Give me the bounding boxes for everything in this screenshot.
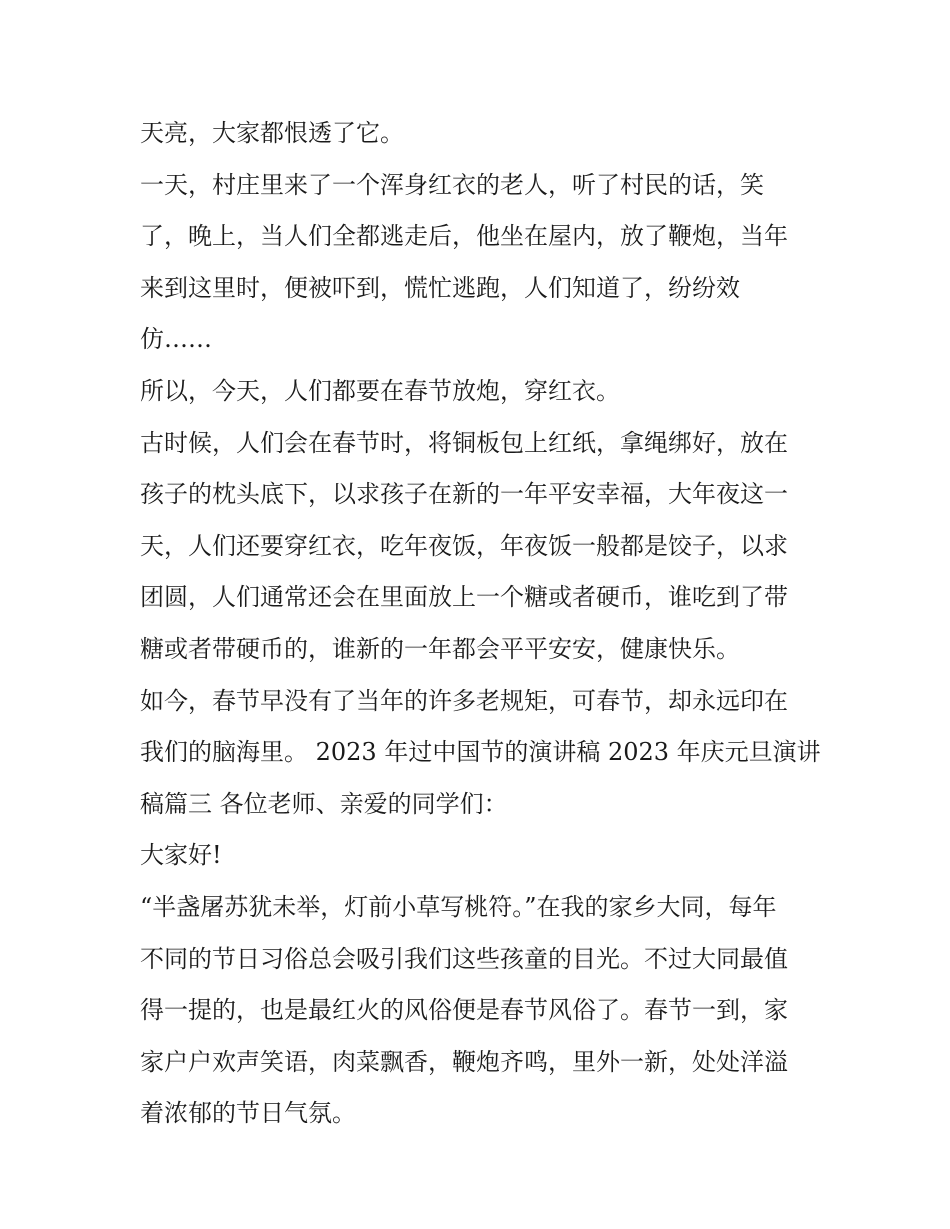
text-line: 了，晚上，当人们全都逃走后，他坐在屋内，放了鞭炮，当年 — [140, 222, 788, 251]
text-line: 着浓郁的节日气氛。 — [140, 1099, 356, 1128]
paragraph-1 — [140, 108, 812, 160]
paragraph-5 — [140, 676, 821, 831]
text-line: 大家好! — [140, 841, 222, 870]
paragraph-4 — [140, 418, 812, 676]
text-line: 来到这里时，便被吓到，慌忙逃跑，人们知道了，纷纷效 — [140, 273, 740, 302]
text-line: 所以，今天，人们都要在春节放炮，穿红衣。 — [140, 376, 620, 405]
paragraph-3 — [140, 366, 812, 418]
text-line: 糖或者带硬币的，谁新的一年都会平平安安，健康快乐。 — [140, 634, 740, 663]
text-line: “半盏屠苏犹未举，灯前小草写桃符。”在我的家乡大同，每年 — [140, 892, 777, 921]
text-line: 我们的脑海里。 2023 年过中国节的演讲稿 2023 年庆元旦演讲 — [140, 738, 821, 767]
text-line: 不同的节日习俗总会吸引我们这些孩童的目光。不过大同最值 — [140, 944, 788, 973]
text-line: 得一提的，也是最红火的风俗便是春节风俗了。春节一到，家 — [140, 996, 788, 1025]
text-line: 天，人们还要穿红衣，吃年夜饭，年夜饭一般都是饺子，以求 — [140, 531, 788, 560]
text-line: 一天，村庄里来了一个浑身红衣的老人，听了村民的话，笑 — [140, 170, 764, 199]
text-line: 团圆，人们通常还会在里面放上一个糖或者硬币，谁吃到了带 — [140, 583, 788, 612]
text-line: 如今，春节早没有了当年的许多老规矩，可春节，却永远印在 — [140, 686, 788, 715]
text-line: 古时候，人们会在春节时，将铜板包上红纸，拿绳绑好，放在 — [140, 428, 788, 457]
document-body — [140, 108, 821, 1140]
text-line: 天亮，大家都恨透了它。 — [140, 119, 404, 147]
text-line: 仿…… — [140, 325, 212, 354]
text-line: 稿篇三 各位老师、亲爱的同学们： — [140, 789, 508, 818]
text-line: 孩子的枕头底下，以求孩子在新的一年平安幸福，大年夜这一 — [140, 480, 788, 509]
paragraph-6 — [140, 830, 812, 882]
paragraph-7 — [140, 882, 812, 1140]
text-line: 家户户欢声笑语，肉菜飘香，鞭炮齐鸣，里外一新，处处洋溢 — [140, 1047, 788, 1076]
paragraph-2 — [140, 160, 812, 366]
